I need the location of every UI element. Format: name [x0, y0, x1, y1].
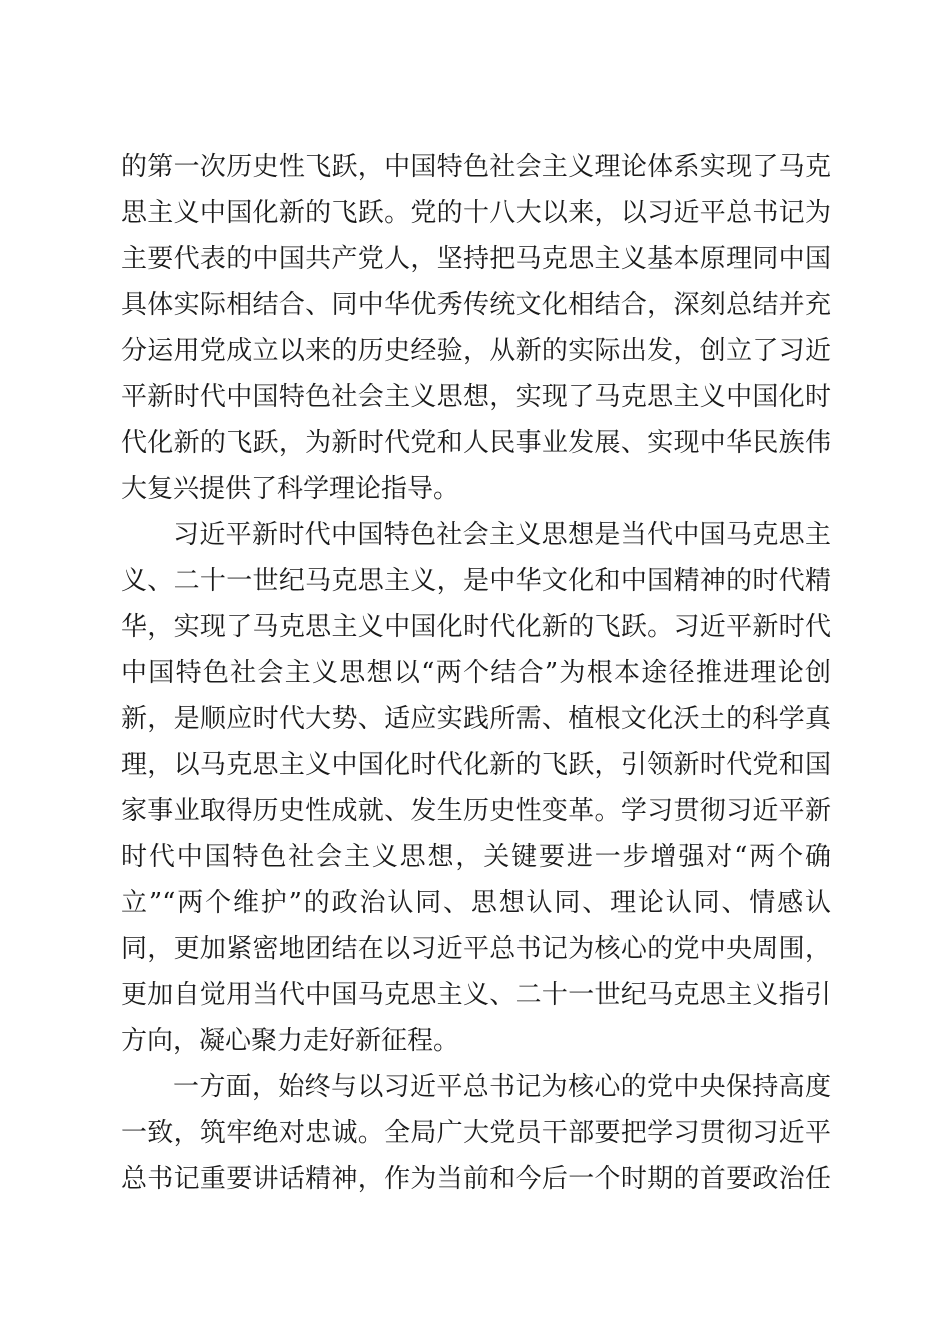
paragraph-3: [121, 1064, 831, 1202]
text-line: 立”“两个维护”的政治认同、思想认同、理论认同、情感认: [121, 888, 831, 918]
paragraph-1: [121, 144, 831, 512]
text-line: 华，实现了马克思主义中国化时代化新的飞跃。习近平新时代: [121, 612, 831, 642]
text-line: 新，是顺应时代大势、适应实践所需、植根文化沃土的科学真: [121, 704, 831, 734]
text-line: 分运用党成立以来的历史经验，从新的实际出发，创立了习近: [121, 336, 831, 366]
text-line: 的第一次历史性飞跃，中国特色社会主义理论体系实现了马克: [121, 152, 831, 182]
text-line: 总书记重要讲话精神，作为当前和今后一个时期的首要政治任: [121, 1164, 831, 1194]
text-line: 理，以马克思主义中国化时代化新的飞跃，引领新时代党和国: [121, 750, 831, 780]
document-body: [121, 144, 831, 1202]
text-line: 具体实际相结合、同中华优秀传统文化相结合，深刻总结并充: [121, 290, 831, 320]
text-line: 家事业取得历史性成就、发生历史性变革。学习贯彻习近平新: [121, 796, 831, 826]
text-line: 一方面，始终与以习近平总书记为核心的党中央保持高度: [173, 1072, 831, 1102]
text-line: 主要代表的中国共产党人，坚持把马克思主义基本原理同中国: [121, 244, 831, 274]
text-line: 平新时代中国特色社会主义思想，实现了马克思主义中国化时: [121, 382, 831, 412]
paragraph-2: [121, 512, 831, 1064]
text-line: 时代中国特色社会主义思想，关键要进一步增强对“两个确: [121, 842, 831, 872]
text-line: 同，更加紧密地团结在以习近平总书记为核心的党中央周围，: [121, 934, 831, 964]
text-line: 义、二十一世纪马克思主义，是中华文化和中国精神的时代精: [121, 566, 831, 596]
text-line: 大复兴提供了科学理论指导。: [121, 474, 460, 504]
text-line: 中国特色社会主义思想以“两个结合”为根本途径推进理论创: [121, 658, 831, 688]
text-line: 习近平新时代中国特色社会主义思想是当代中国马克思主: [173, 520, 831, 550]
text-line: 代化新的飞跃，为新时代党和人民事业发展、实现中华民族伟: [121, 428, 831, 458]
text-line: 一致，筑牢绝对忠诚。全局广大党员干部要把学习贯彻习近平: [121, 1118, 831, 1148]
text-line: 方向，凝心聚力走好新征程。: [121, 1026, 460, 1056]
text-line: 更加自觉用当代中国马克思主义、二十一世纪马克思主义指引: [121, 980, 831, 1010]
text-line: 思主义中国化新的飞跃。党的十八大以来，以习近平总书记为: [121, 198, 831, 228]
